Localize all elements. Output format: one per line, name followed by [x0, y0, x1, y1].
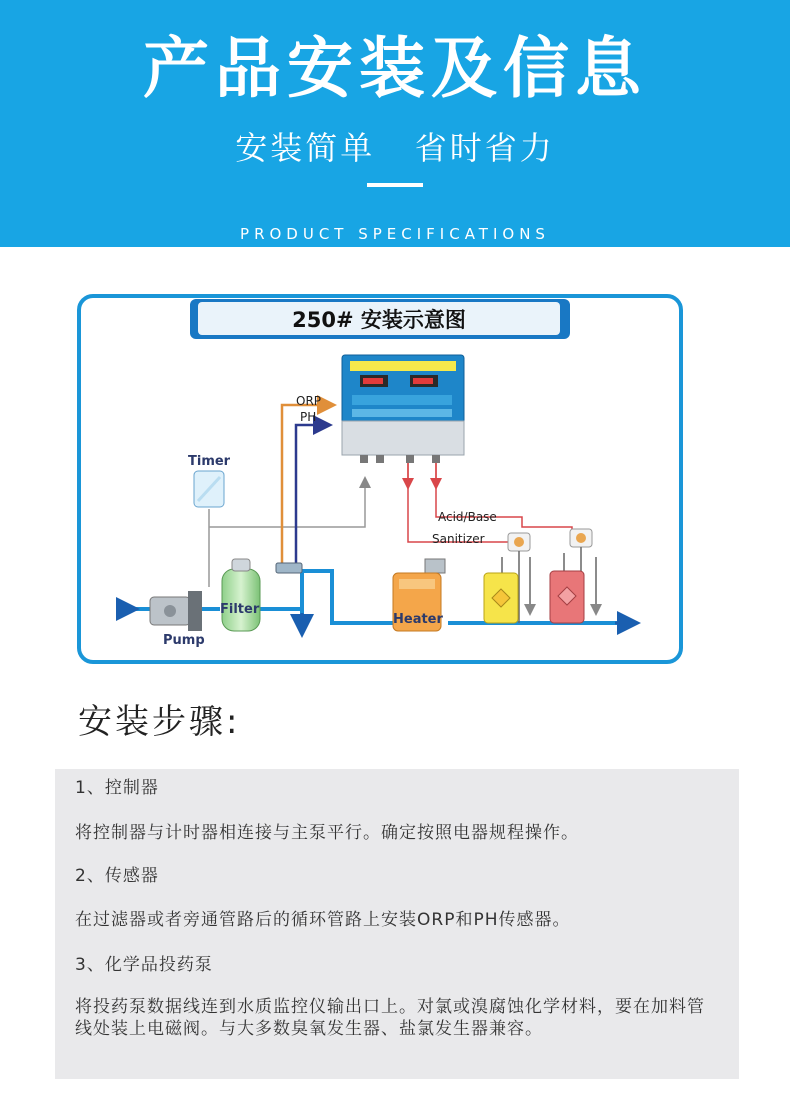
controller-unit	[342, 355, 464, 463]
diagram-title-bar	[190, 299, 570, 339]
step-2-heading: 2、传感器	[75, 866, 159, 886]
step-3-body: 将投药泵数据线连到水质监控仪输出口上。对氯或溴腐蚀化学材料，要在加料管线处装上电磁阀。与大多数臭氧发生器、盐氯发生器兼容。	[75, 997, 705, 1039]
sanitizer-tank	[550, 571, 584, 623]
dosing-pump-1	[508, 533, 530, 551]
acid-base-label: Acid/Base	[438, 510, 497, 524]
dosing-pump-2	[570, 529, 592, 547]
page-subtitle: 安装简单 省时省力	[235, 129, 555, 167]
installation-diagram	[70, 287, 690, 672]
heater-label: Heater	[393, 612, 443, 627]
pump-label: Pump	[163, 633, 205, 648]
acid-tank	[484, 573, 518, 623]
diagram-title: 250# 安装示意图	[292, 308, 466, 332]
english-subtitle: PRODUCT SPECIFICATIONS	[240, 225, 550, 243]
header-banner	[0, 0, 790, 247]
step-1-body: 将控制器与计时器相连接与主泵平行。确定按照电器规程操作。	[75, 823, 579, 843]
orp-label: ORP	[296, 394, 322, 408]
sanitizer-label: Sanitizer	[432, 532, 485, 546]
title-divider	[367, 183, 423, 187]
filter-label: Filter	[220, 602, 260, 617]
page-title: 产品安装及信息	[143, 30, 647, 107]
step-1-heading: 1、控制器	[75, 778, 159, 798]
ph-label: PH	[300, 410, 317, 424]
timer-box	[194, 471, 224, 507]
step-2-body: 在过滤器或者旁通管路后的循环管路上安装ORP和PH传感器。	[75, 910, 571, 930]
pump	[150, 591, 202, 631]
timer-label: Timer	[188, 454, 231, 469]
steps-title: 安装步骤:	[78, 702, 241, 742]
step-3-heading: 3、化学品投药泵	[75, 955, 213, 975]
